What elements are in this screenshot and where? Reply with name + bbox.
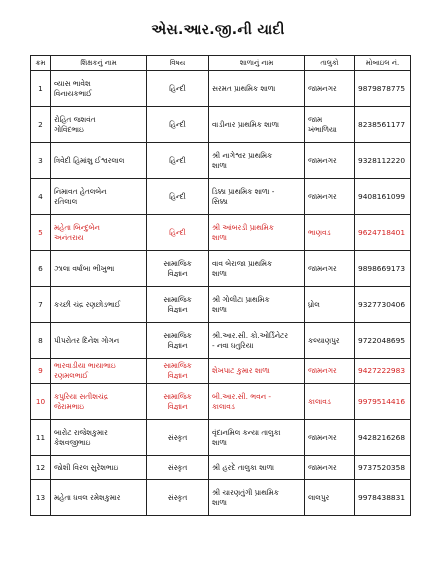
header-mobile: મોબાઇલ નં. bbox=[355, 56, 411, 71]
cell-teacher-name: ત્રિવેદી હિમાંશુ ઈશ્વરલાલ bbox=[51, 143, 147, 179]
cell-taluka: કાલાવડ bbox=[305, 384, 355, 420]
cell-mobile: 9737520358 bbox=[355, 456, 411, 480]
cell-mobile: 9427222983 bbox=[355, 359, 411, 384]
cell-mobile: 9624718401 bbox=[355, 215, 411, 251]
cell-subject: સામાજિક વિજ્ઞાન bbox=[147, 359, 209, 384]
cell-teacher-name: ઝાલા વર્ષાબા ભીખુભા bbox=[51, 251, 147, 287]
cell-no: 8 bbox=[31, 323, 51, 359]
cell-taluka: જામ ખંભાળિયા bbox=[305, 107, 355, 143]
cell-teacher-name: મહેતા ધવલ રમેશકુમાર bbox=[51, 480, 147, 516]
table-row bbox=[31, 456, 411, 480]
cell-subject: હિન્દી bbox=[147, 179, 209, 215]
cell-teacher-name: ભારવાડીયા ભાયાભાઇ રણમલભાઈ bbox=[51, 359, 147, 384]
cell-school: વાડીનાર પ્રાથમિક શાળા bbox=[209, 107, 305, 143]
cell-mobile: 9722048695 bbox=[355, 323, 411, 359]
header-no: ક્રમ bbox=[31, 56, 51, 71]
cell-mobile: 9428216268 bbox=[355, 420, 411, 456]
cell-teacher-name: બારોટ રાજેશકુમાર કેશવજીભાઇ bbox=[51, 420, 147, 456]
cell-school: વાવ બેરાજા પ્રાથમિક શાળા bbox=[209, 251, 305, 287]
cell-taluka: જામનગર bbox=[305, 71, 355, 107]
table-row bbox=[31, 143, 411, 179]
table-row bbox=[31, 107, 411, 143]
cell-school: શ્રી નાગેશ્વર પ્રાથમિક શાળા bbox=[209, 143, 305, 179]
cell-no: 5 bbox=[31, 215, 51, 251]
cell-taluka: ધ્રોલ bbox=[305, 287, 355, 323]
cell-mobile: 9979514416 bbox=[355, 384, 411, 420]
cell-teacher-name: મહેતા બિન્દુબેન અનંતરાય bbox=[51, 215, 147, 251]
cell-no: 10 bbox=[31, 384, 51, 420]
cell-no: 9 bbox=[31, 359, 51, 384]
header-taluka: તાલુકો bbox=[305, 56, 355, 71]
table-row bbox=[31, 179, 411, 215]
table-row bbox=[31, 215, 411, 251]
header-subject: વિષય bbox=[147, 56, 209, 71]
cell-subject: સામાજિક વિજ્ઞાન bbox=[147, 384, 209, 420]
cell-no: 2 bbox=[31, 107, 51, 143]
header-row bbox=[31, 56, 411, 71]
cell-school: સરમત પ્રાથમિક શાળા bbox=[209, 71, 305, 107]
cell-school: શ્રી ગોલીટા પ્રાથમિક શાળા bbox=[209, 287, 305, 323]
cell-subject: હિન્દી bbox=[147, 215, 209, 251]
header-school: શાળાનું નામ bbox=[209, 56, 305, 71]
cell-no: 6 bbox=[31, 251, 51, 287]
cell-mobile: 9978438831 bbox=[355, 480, 411, 516]
cell-taluka: જામનગર bbox=[305, 251, 355, 287]
cell-teacher-name: વ્યાસ ભાવેશ વિનાયકભાઈ bbox=[51, 71, 147, 107]
cell-no: 1 bbox=[31, 71, 51, 107]
cell-no: 4 bbox=[31, 179, 51, 215]
table-row bbox=[31, 287, 411, 323]
cell-subject: સામાજિક વિજ્ઞાન bbox=[147, 287, 209, 323]
cell-school: શ્રી હરદે તાલુકા શાળા bbox=[209, 456, 305, 480]
cell-school: શેખપાટ કુમાર શાળા bbox=[209, 359, 305, 384]
cell-mobile: 9408161099 bbox=[355, 179, 411, 215]
page-title: એસ.આર.જી.ની યાદી bbox=[151, 22, 285, 38]
cell-school: શ્રી આંબરડી પ્રાથમિક શાળા bbox=[209, 215, 305, 251]
cell-teacher-name: જોશી વિરલ સુરેશભાઇ bbox=[51, 456, 147, 480]
cell-taluka: કલ્યાણપુર bbox=[305, 323, 355, 359]
cell-taluka: લાલપુર bbox=[305, 480, 355, 516]
cell-no: 3 bbox=[31, 143, 51, 179]
cell-subject: સામાજિક વિજ્ઞાન bbox=[147, 251, 209, 287]
cell-school: ડિક્કા પ્રાથમિક શાળા - સિક્કા bbox=[209, 179, 305, 215]
cell-no: 7 bbox=[31, 287, 51, 323]
cell-school: વૃંદાનમિલ કન્યા તાલુકા શાળા bbox=[209, 420, 305, 456]
cell-no: 11 bbox=[31, 420, 51, 456]
cell-taluka: જામનગર bbox=[305, 359, 355, 384]
cell-mobile: 9898669173 bbox=[355, 251, 411, 287]
table-row bbox=[31, 420, 411, 456]
cell-taluka: ભાણવડ bbox=[305, 215, 355, 251]
table-row bbox=[31, 71, 411, 107]
cell-taluka: જામનગર bbox=[305, 456, 355, 480]
table-row bbox=[31, 480, 411, 516]
cell-mobile: 8238561177 bbox=[355, 107, 411, 143]
cell-subject: સામાજિક વિજ્ઞાન bbox=[147, 323, 209, 359]
cell-subject: હિન્દી bbox=[147, 143, 209, 179]
cell-taluka: જામનગર bbox=[305, 143, 355, 179]
cell-subject: સંસ્કૃત bbox=[147, 420, 209, 456]
table-row bbox=[31, 359, 411, 384]
cell-mobile: 9879878775 bbox=[355, 71, 411, 107]
cell-school: શ્રી.આર.સી. કો.ઓર્ડિનેટર - નવા ધતુરિયા bbox=[209, 323, 305, 359]
table-row bbox=[31, 323, 411, 359]
cell-teacher-name: રોહિત જશવંત ગોવિંદભાઇ bbox=[51, 107, 147, 143]
cell-teacher-name: કચ્છી ચંદ્ર રણછોડભાઈ bbox=[51, 287, 147, 323]
header-name: શિક્ષકનું નામ bbox=[51, 56, 147, 71]
cell-taluka: જામનગર bbox=[305, 179, 355, 215]
table-row bbox=[31, 384, 411, 420]
cell-no: 12 bbox=[31, 456, 51, 480]
cell-school: બી.આર.સી. ભવન - કાલાવડ bbox=[209, 384, 305, 420]
teacher-table bbox=[30, 55, 411, 516]
cell-subject: સંસ્કૃત bbox=[147, 456, 209, 480]
cell-subject: સંસ્કૃત bbox=[147, 480, 209, 516]
cell-taluka: જામનગર bbox=[305, 420, 355, 456]
cell-no: 13 bbox=[31, 480, 51, 516]
table-row bbox=[31, 251, 411, 287]
cell-subject: હિન્દી bbox=[147, 71, 209, 107]
cell-school: શ્રી ચારણતુંગી પ્રાથમિક શાળા bbox=[209, 480, 305, 516]
cell-mobile: 9327730406 bbox=[355, 287, 411, 323]
cell-mobile: 9328112220 bbox=[355, 143, 411, 179]
cell-teacher-name: પીપરોતર દિનેશ ગોગન bbox=[51, 323, 147, 359]
cell-teacher-name: કપુરિયા સતીશચંદ્ર જેરામભાઇ bbox=[51, 384, 147, 420]
cell-teacher-name: નિમાવત હેતલબેન રતિલાલ bbox=[51, 179, 147, 215]
cell-subject: હિન્દી bbox=[147, 107, 209, 143]
